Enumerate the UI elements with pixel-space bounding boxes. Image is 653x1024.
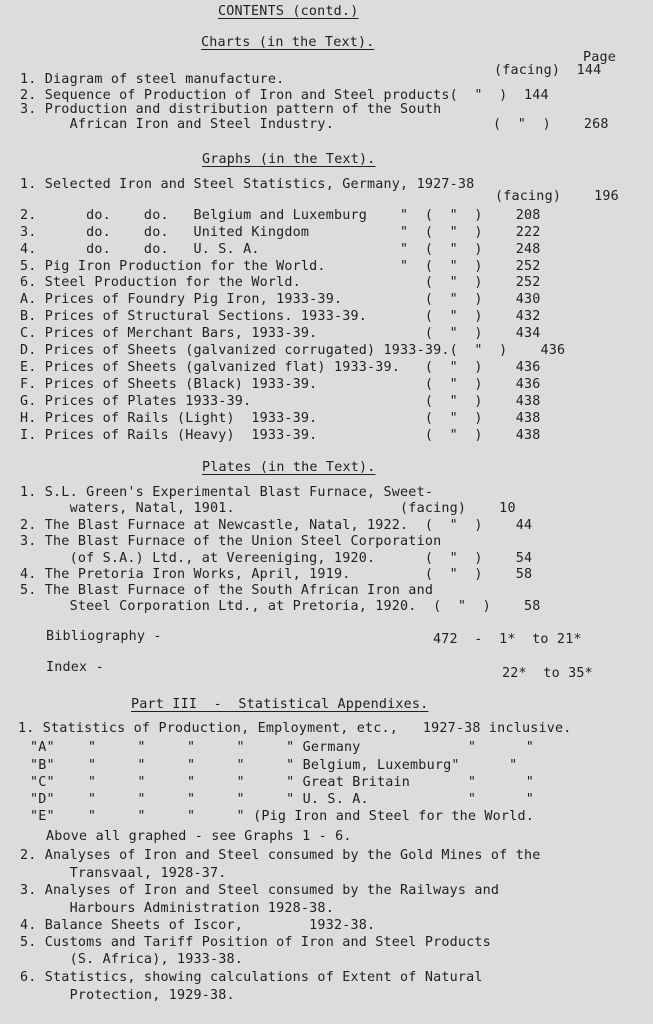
toc-entry: 3. The Blast Furnace of the Union Steel Corporation xyxy=(20,534,442,549)
appendix-entry: "C" " " " " " Great Britain " " xyxy=(30,775,534,790)
toc-entry: Steel Corporation Ltd., at Pretoria, 1920. ( " ) 58 xyxy=(20,599,541,614)
appendix-entry: 3. Analyses of Iron and Steel consumed by the Railways and xyxy=(20,883,500,898)
appendix-note: Above all graphed - see Graphs 1 - 6. xyxy=(46,829,352,844)
appendix-entry: 1. Statistics of Production, Employment, etc., 1927-38 inclusive. xyxy=(18,721,572,736)
toc-entry: ( " ) 268 xyxy=(493,117,609,132)
section-heading-charts: Charts (in the Text). xyxy=(201,35,375,50)
appendix-entry: Harbours Administration 1928-38. xyxy=(20,901,334,916)
toc-entry: 4. The Pretoria Iron Works, April, 1919. ( " ) 58 xyxy=(20,567,533,582)
appendix-entry: Transvaal, 1928-37. xyxy=(20,866,227,881)
toc-entry: 2. Sequence of Production of Iron and Steel products( " ) 144 xyxy=(20,88,549,103)
appendix-entry: "B" " " " " " Belgium, Luxemburg" " xyxy=(30,758,518,773)
toc-entry: 2. The Blast Furnace at Newcastle, Natal, 1922. ( " ) 44 xyxy=(20,518,533,533)
toc-entry: 5. Pig Iron Production for the World. " ( " ) 252 xyxy=(20,259,541,274)
toc-entry: 2. do. do. Belgium and Luxemburg " ( " ) 208 xyxy=(20,208,541,223)
appendix-entry: 5. Customs and Tariff Position of Iron and Steel Products xyxy=(20,935,491,950)
toc-entry: G. Prices of Plates 1933-39. ( " ) 438 xyxy=(20,394,541,409)
toc-entry: 1. S.L. Green's Experimental Blast Furnace, Sweet- xyxy=(20,485,434,500)
section-heading-part-iii: Part III - Statistical Appendixes. xyxy=(131,697,429,712)
toc-entry: A. Prices of Foundry Pig Iron, 1933-39. ( " ) 430 xyxy=(20,292,541,307)
toc-entry: B. Prices of Structural Sections. 1933-39. ( " ) 432 xyxy=(20,309,541,324)
toc-entry: (facing) 144 xyxy=(494,63,602,78)
appendix-entry: (S. Africa), 1933-38. xyxy=(20,952,244,967)
appendix-entry: 4. Balance Sheets of Iscor, 1932-38. xyxy=(20,918,376,933)
toc-entry: African Iron and Steel Industry. xyxy=(20,117,334,132)
appendix-entry: "A" " " " " " Germany " " xyxy=(30,740,534,755)
index-pages: 22* to 35* xyxy=(502,666,593,681)
toc-entry: 1. Selected Iron and Steel Statistics, Germany, 1927-38 xyxy=(20,177,475,192)
toc-entry: 3. do. do. United Kingdom " ( " ) 222 xyxy=(20,225,541,240)
appendix-entry: 6. Statistics, showing calculations of Extent of Natural xyxy=(20,970,483,985)
bibliography-label: Bibliography - xyxy=(46,629,162,644)
appendix-entry: "E" " " " " (Pig Iron and Steel for the World. xyxy=(30,809,534,824)
index-label: Index - xyxy=(46,660,104,675)
toc-entry: C. Prices of Merchant Bars, 1933-39. ( " ) 434 xyxy=(20,326,541,341)
toc-entry: 4. do. do. U. S. A. " ( " ) 248 xyxy=(20,242,541,257)
toc-entry: 1. Diagram of steel manufacture. xyxy=(20,72,285,87)
appendix-entry: "D" " " " " " U. S. A. " " xyxy=(30,792,534,807)
toc-entry: (of S.A.) Ltd., at Vereeniging, 1920. ( " ) 54 xyxy=(20,551,533,566)
toc-entry: waters, Natal, 1901. (facing) 10 xyxy=(20,501,516,516)
toc-entry: 5. The Blast Furnace of the South African Iron and xyxy=(20,583,434,598)
toc-entry: I. Prices of Rails (Heavy) 1933-39. ( " ) 438 xyxy=(20,428,541,443)
toc-entry: 3. Production and distribution pattern of the South xyxy=(20,102,442,117)
toc-entry: E. Prices of Sheets (galvanized flat) 1933-39. ( " ) 436 xyxy=(20,360,541,375)
toc-entry: (facing) 196 xyxy=(495,189,619,204)
section-heading-plates: Plates (in the Text). xyxy=(202,460,376,475)
toc-entry: H. Prices of Rails (Light) 1933-39. ( " ) 438 xyxy=(20,411,541,426)
toc-entry: 6. Steel Production for the World. ( " ) 252 xyxy=(20,275,541,290)
page-title: CONTENTS (contd.) xyxy=(218,4,359,19)
page-column-label: Page xyxy=(583,50,617,65)
toc-entry: D. Prices of Sheets (galvanized corrugated) 1933-39.( " ) 436 xyxy=(20,343,566,358)
section-heading-graphs: Graphs (in the Text). xyxy=(202,152,376,167)
bibliography-pages: 472 - 1* to 21* xyxy=(433,632,582,647)
appendix-entry: Protection, 1929-38. xyxy=(20,988,235,1003)
appendix-entry: 2. Analyses of Iron and Steel consumed by the Gold Mines of the xyxy=(20,848,541,863)
toc-entry: F. Prices of Sheets (Black) 1933-39. ( " ) 436 xyxy=(20,377,541,392)
